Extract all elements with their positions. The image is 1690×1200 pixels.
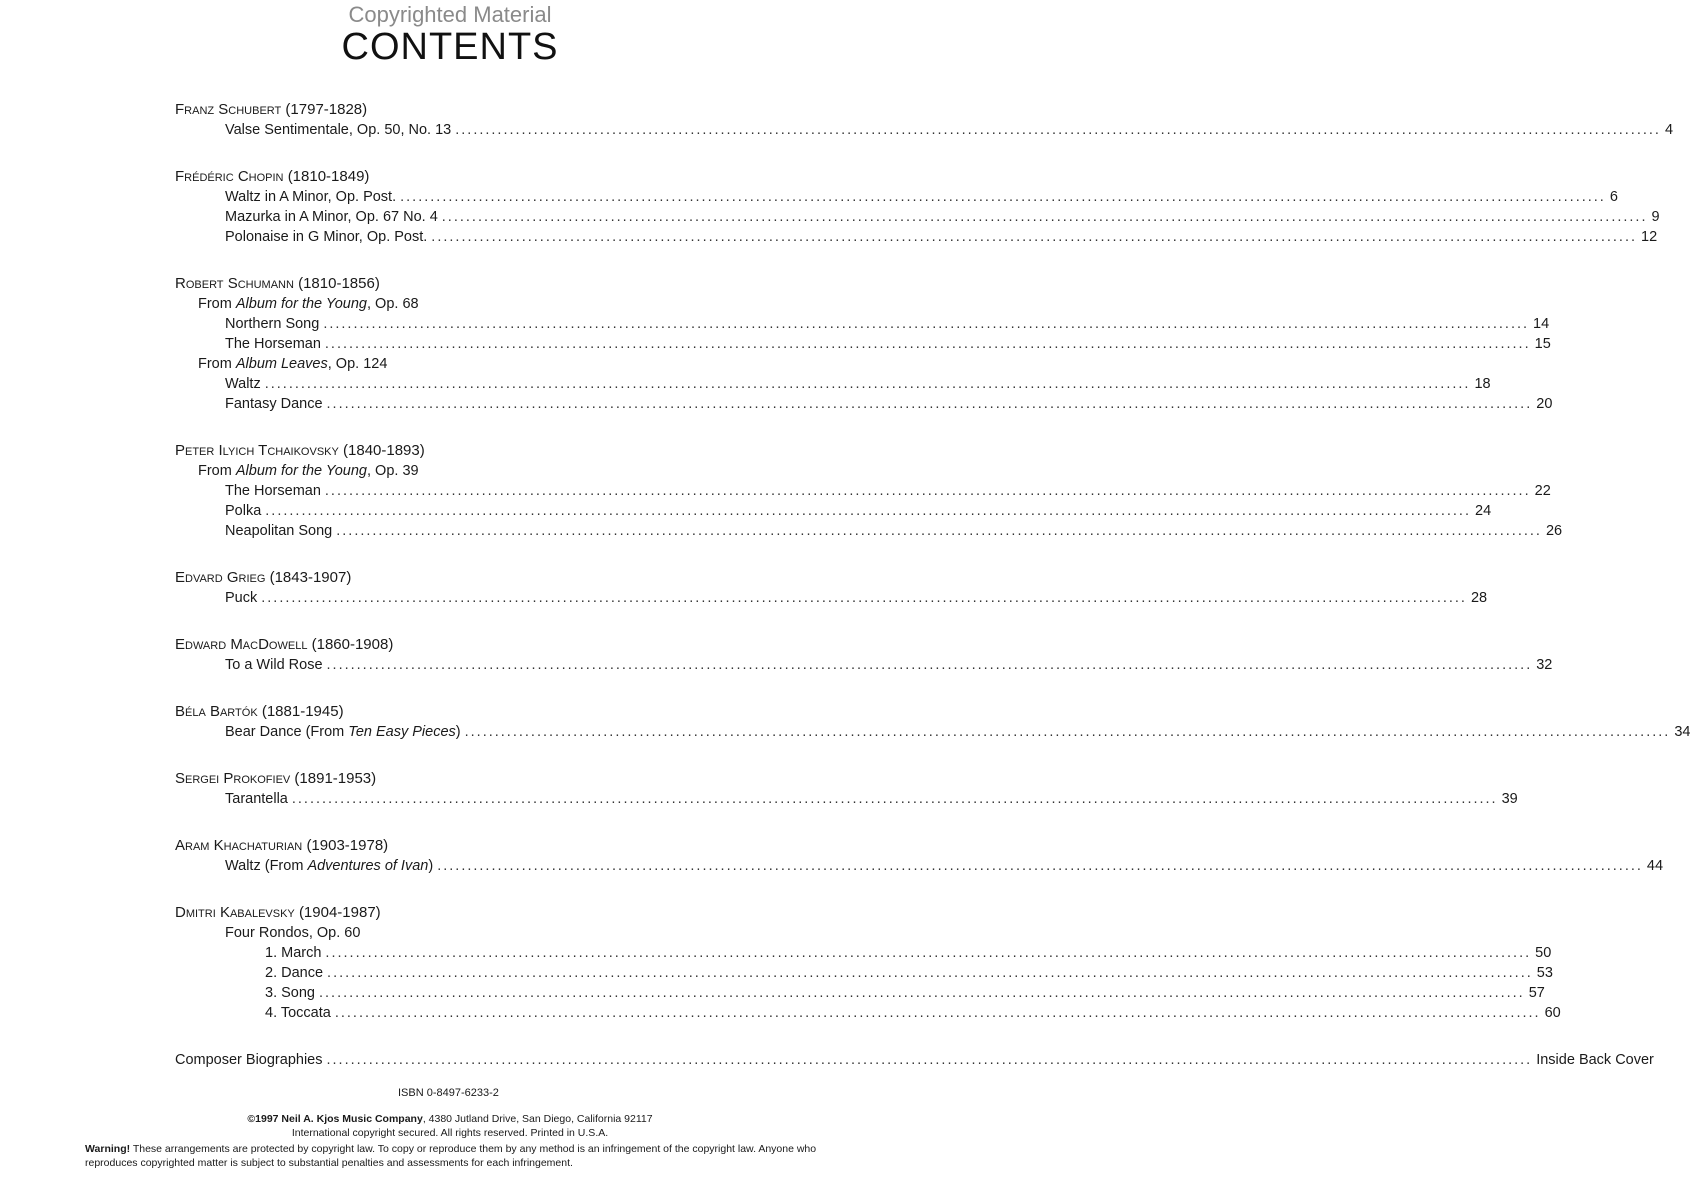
entry-title: [265, 1003, 331, 1023]
entry-title-text: 2. Dance: [265, 965, 324, 981]
dot-leader: ........................................................................................................................................................................................................: [464, 724, 1671, 740]
page-title: CONTENTS: [341, 26, 559, 68]
composer-section: [175, 100, 1674, 140]
composer-name: Dmitri Kabalevsky: [175, 904, 295, 921]
biographies-title: Composer Biographies: [175, 1052, 323, 1068]
entry-page: 15: [1534, 336, 1551, 352]
entry-page: 14: [1533, 316, 1550, 332]
copyright-notice: [0, 1112, 900, 1140]
composer-heading: [175, 568, 725, 588]
entry-title: [265, 943, 321, 963]
entry-page: 9: [1651, 209, 1660, 225]
entry-page: 44: [1646, 858, 1664, 874]
entry-page: 50: [1535, 945, 1552, 961]
composer-dates: (1810-1849): [287, 168, 370, 185]
collection-prefix: From: [198, 296, 236, 312]
entry-title: [265, 963, 323, 983]
toc-entry: [175, 394, 1553, 414]
composer-heading: [175, 441, 725, 461]
section-spacer: [175, 541, 725, 568]
entry-title: [225, 334, 321, 354]
section-spacer: [175, 247, 725, 274]
dot-leader: ........................................................................................................................................................................................................: [323, 316, 1530, 332]
work-heading: Four Rondos, Op. 60: [225, 925, 361, 941]
dot-leader: ........................................................................................................................................................................................................: [326, 657, 1533, 673]
dot-leader: ........................................................................................................................................................................................................: [336, 523, 1542, 539]
composer-dates: (1891-1953): [294, 770, 377, 787]
composer-name: Franz Schubert: [175, 101, 282, 118]
composer-dates: (1843-1907): [269, 569, 352, 586]
dot-leader: ........................................................................................................................................................................................................: [455, 122, 1661, 138]
entry-title-after: ): [428, 858, 434, 874]
entry-title: [225, 521, 332, 541]
composer-heading: [175, 100, 725, 120]
collection-prefix: From: [198, 356, 236, 372]
dot-leader: ........................................................................................................................................................................................................: [334, 1005, 1541, 1021]
table-of-contents: [175, 100, 1690, 1070]
entry-title-text: 3. Song: [265, 985, 315, 1001]
toc-entry: [175, 120, 1674, 140]
copyright-address: , 4380 Jutland Drive, San Diego, California 92117: [422, 1113, 653, 1125]
composer-dates: (1881-1945): [261, 703, 344, 720]
entry-title-text: Neapolitan Song: [225, 523, 333, 539]
composer-section: [175, 274, 1553, 414]
composer-heading: [175, 635, 725, 655]
entry-title-text: Waltz in A Minor, Op. Post.: [225, 189, 397, 205]
entry-title-text: Waltz: [225, 376, 261, 392]
composer-section: [175, 769, 1518, 809]
entry-title: [225, 789, 288, 809]
entry-title-text: Bear Dance (From: [225, 724, 349, 740]
composer-dates: (1810-1856): [298, 275, 380, 292]
entry-title-text: To a Wild Rose: [225, 657, 323, 673]
entry-title: [225, 394, 323, 414]
entry-page: 39: [1501, 791, 1518, 807]
entry-page: 18: [1474, 376, 1491, 392]
entry-title-text: Northern Song: [225, 316, 320, 332]
warning-label: Warning!: [85, 1143, 131, 1155]
copyright-holder: ©1997 Neil A. Kjos Music Company: [247, 1113, 423, 1125]
collection-heading: [175, 354, 725, 374]
toc-entry: [175, 943, 1552, 963]
collection-work: Album Leaves: [235, 356, 328, 372]
dot-leader: ........................................................................................................................................................................................................: [437, 858, 1643, 874]
entry-page: 32: [1536, 657, 1553, 673]
dot-leader: ........................................................................................................................................................................................................: [431, 229, 1638, 245]
entry-page: 24: [1475, 503, 1492, 519]
entry-page: 34: [1674, 724, 1690, 740]
toc-entry: [175, 963, 1553, 983]
entry-title-text: Polka: [225, 503, 262, 519]
entry-title-text: Polonaise in G Minor, Op. Post.: [225, 229, 428, 245]
composer-name: Edvard Grieg: [175, 569, 266, 586]
entry-page: 60: [1544, 1005, 1561, 1021]
collection-work: Album for the Young: [235, 296, 367, 312]
composer-section: [175, 441, 1563, 541]
entry-title: [225, 314, 319, 334]
entry-title: [225, 481, 321, 501]
biographies-page: Inside Back Cover: [1536, 1052, 1654, 1068]
collection-prefix: From: [198, 463, 236, 479]
warning-text: These arrangements are protected by copyright law. To copy or reproduce them by any method is an infringement of the copyright law. Anyone who reproduces copyrighted matter is subject to substantial penalties and assessments for each infringement.: [85, 1143, 817, 1169]
collection-heading: [175, 294, 725, 314]
composer-section: [175, 568, 1488, 608]
entry-title: [225, 374, 261, 394]
entry-title-italic: Ten Easy Pieces: [348, 724, 456, 740]
composer-section: [175, 903, 1561, 1023]
composer-name: Aram Khachaturian: [175, 837, 303, 854]
toc-entry: [175, 227, 1658, 247]
toc-entry: [175, 481, 1551, 501]
entry-page: 12: [1641, 229, 1658, 245]
dot-leader: ........................................................................................................................................................................................................: [291, 791, 1498, 807]
composer-name: Peter Ilyich Tchaikovsky: [175, 442, 339, 459]
section-spacer: [175, 608, 725, 635]
entry-title-text: Fantasy Dance: [225, 396, 323, 412]
toc-entry: [175, 334, 1551, 354]
biographies-entry: [175, 1050, 1654, 1070]
entry-page: 57: [1528, 985, 1545, 1001]
composer-heading: [175, 836, 725, 856]
toc-entry: [175, 314, 1550, 334]
entry-title: [225, 856, 433, 876]
composer-name: Sergei Prokofiev: [175, 770, 291, 787]
composer-section: [175, 702, 1690, 742]
toc-entry: [175, 207, 1660, 227]
entry-page: 4: [1664, 122, 1674, 138]
composer-name: Frédéric Chopin: [175, 168, 284, 185]
toc-entry: [175, 501, 1492, 521]
collection-work: Album for the Young: [235, 463, 367, 479]
dot-leader: ........................................................................................................................................................................................................: [326, 1052, 1533, 1068]
toc-entry: [175, 1003, 1561, 1023]
dot-leader: ........................................................................................................................................................................................................: [319, 985, 1525, 1001]
composer-section: [175, 635, 1553, 675]
entry-page: 20: [1536, 396, 1553, 412]
section-spacer: [175, 1023, 725, 1050]
toc-entry: [175, 521, 1563, 541]
toc-entry: [175, 856, 1664, 876]
composer-dates: (1797-1828): [285, 101, 368, 118]
section-spacer: [175, 414, 725, 441]
entry-page: 22: [1534, 483, 1551, 499]
composer-heading: [175, 274, 725, 294]
copyright-warning: [85, 1142, 825, 1170]
entry-page: 6: [1609, 189, 1618, 205]
collection-suffix: , Op. 124: [327, 356, 388, 372]
entry-title-text: The Horseman: [225, 336, 321, 352]
composer-dates: (1904-1987): [298, 904, 381, 921]
entry-title: [225, 722, 461, 742]
entry-title-text: 4. Toccata: [265, 1005, 331, 1021]
toc-entry: [175, 983, 1545, 1003]
dot-leader: ........................................................................................................................................................................................................: [441, 209, 1648, 225]
entry-title-text: Valse Sentimentale, Op. 50, No. 13: [225, 122, 452, 138]
entry-title: [225, 588, 257, 608]
dot-leader: ........................................................................................................................................................................................................: [327, 965, 1533, 981]
toc-entry: [175, 655, 1553, 675]
collection-heading: [175, 461, 725, 481]
entry-title-text: 1. March: [265, 945, 322, 961]
composer-heading: [175, 167, 725, 187]
entry-title: [225, 187, 396, 207]
toc-entry: [175, 374, 1491, 394]
entry-title: [225, 227, 427, 247]
entry-title: [265, 983, 315, 1003]
toc-entry: [175, 789, 1518, 809]
toc-entry: [175, 187, 1618, 207]
composer-heading: [175, 702, 725, 722]
entry-title-after: ): [455, 724, 461, 740]
dot-leader: ........................................................................................................................................................................................................: [325, 945, 1532, 961]
entry-title: [225, 655, 323, 675]
entry-page: 53: [1536, 965, 1553, 981]
entry-title: [225, 207, 438, 227]
dot-leader: ........................................................................................................................................................................................................: [324, 336, 1531, 352]
section-spacer: [175, 140, 725, 167]
composer-name: Edward MacDowell: [175, 636, 308, 653]
composer-name: Robert Schumann: [175, 275, 294, 292]
entry-title-text: Waltz (From: [225, 858, 308, 874]
entry-title-italic: Adventures of Ivan: [307, 858, 429, 874]
composer-dates: (1903-1978): [306, 837, 389, 854]
collection-suffix: , Op. 68: [367, 296, 419, 312]
rights-statement: International copyright secured. All rights reserved. Printed in U.S.A.: [291, 1127, 609, 1139]
isbn: ISBN 0-8497-6233-2: [398, 1087, 499, 1099]
toc-entry: [175, 722, 1690, 742]
entry-title-text: The Horseman: [225, 483, 321, 499]
dot-leader: ........................................................................................................................................................................................................: [265, 503, 1471, 519]
collection-suffix: , Op. 39: [367, 463, 419, 479]
dot-leader: ........................................................................................................................................................................................................: [326, 396, 1533, 412]
composer-heading: [175, 769, 725, 789]
composer-dates: (1840-1893): [343, 442, 425, 459]
composer-section: [175, 836, 1664, 876]
entry-title: [225, 120, 451, 140]
entry-title-text: Tarantella: [225, 791, 288, 807]
entry-page: 28: [1470, 590, 1488, 606]
entry-title: [225, 501, 261, 521]
dot-leader: ........................................................................................................................................................................................................: [400, 189, 1606, 205]
dot-leader: ........................................................................................................................................................................................................: [264, 376, 1471, 392]
composer-name: Béla Bartók: [175, 703, 258, 720]
toc-entry: [175, 588, 1488, 608]
entry-title-text: Puck: [225, 590, 258, 606]
watermark: Copyrighted Material: [348, 2, 552, 27]
composer-dates: (1860-1908): [311, 636, 394, 653]
section-spacer: [175, 675, 725, 702]
composer-heading: [175, 903, 725, 923]
dot-leader: ........................................................................................................................................................................................................: [261, 590, 1467, 606]
composer-section: [175, 167, 1660, 247]
entry-title-text: Mazurka in A Minor, Op. 67 No. 4: [225, 209, 438, 225]
entry-page: 26: [1545, 523, 1563, 539]
section-spacer: [175, 742, 725, 769]
section-spacer: [175, 876, 725, 903]
dot-leader: ........................................................................................................................................................................................................: [324, 483, 1531, 499]
section-spacer: [175, 809, 725, 836]
